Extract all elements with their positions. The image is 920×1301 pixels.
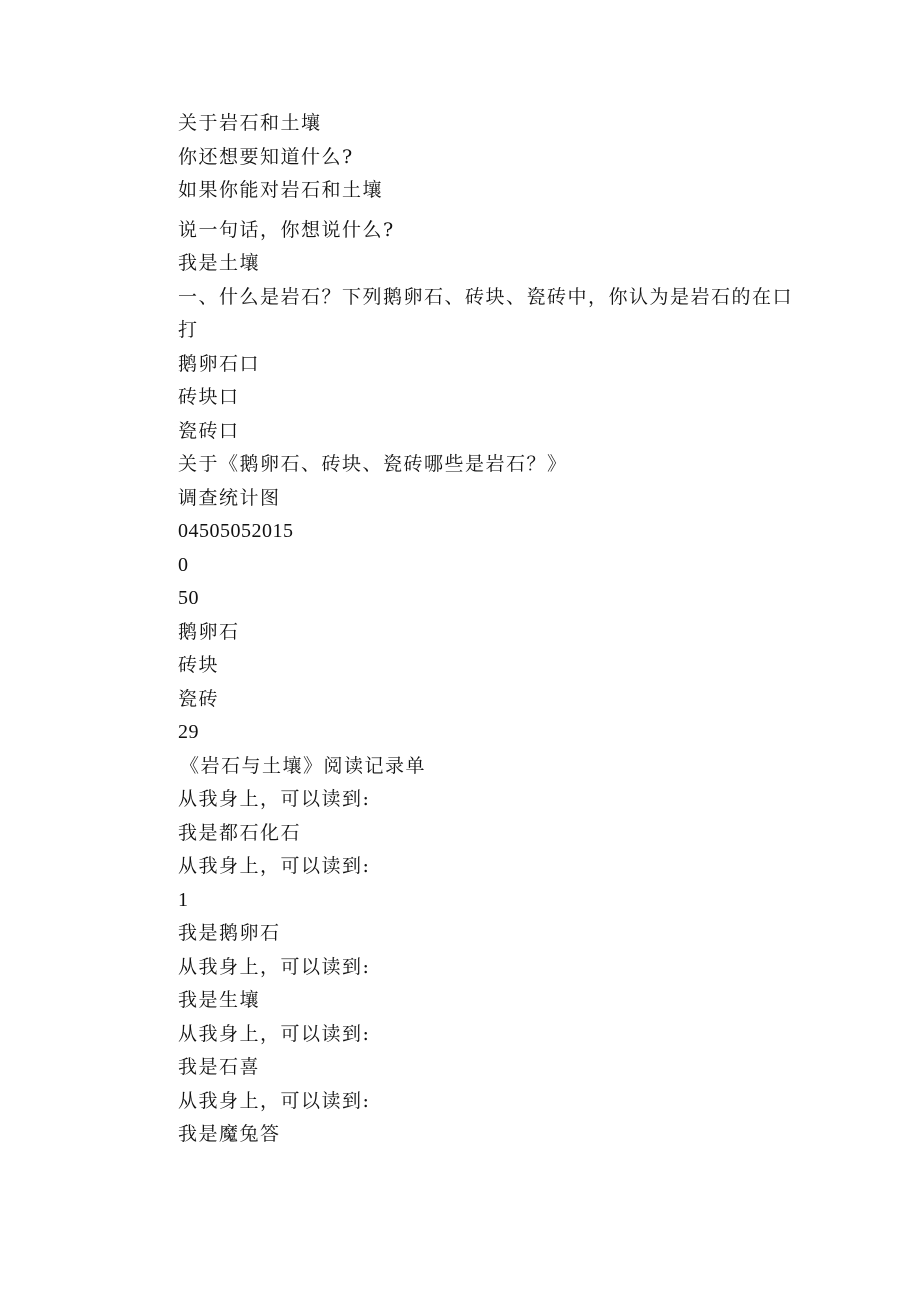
reading-record-line: 我是魔兔答 [178, 1123, 281, 1145]
survey-category-pebble: 鹅卵石 [178, 620, 240, 643]
survey-chart-title: 关于《鹅卵石、砖块、瓷砖哪些是岩石？》 [178, 453, 568, 475]
intro-line-1: 关于岩石和土壤 [178, 112, 322, 134]
survey-extra-value: 29 [178, 721, 199, 743]
option-tile: 瓷砖口 [178, 419, 240, 442]
reading-record-line: 我是都石化石 [178, 821, 302, 844]
reading-record-line: 我是石喜 [178, 1056, 261, 1078]
reading-record-line: 我是鹅卵石 [178, 922, 281, 944]
survey-axis-min: 0 [178, 553, 189, 576]
document-content [178, 107, 798, 1152]
intro-line-5: 我是土壤 [178, 252, 261, 274]
question-1-prompt: 一、什么是岩石？下列鹅卵石、砖块、瓷砖中，你认为是岩石的在口打 [178, 285, 794, 341]
reading-record-line: 1 [178, 888, 189, 911]
survey-axis-max: 50 [178, 587, 199, 609]
reading-record-line: 从我身上，可以读到: [178, 1022, 371, 1045]
survey-chart-subtitle: 调查统计图 [178, 486, 281, 509]
survey-category-brick: 砖块 [178, 654, 220, 676]
intro-line-4: 说一句话，你想说什么? [178, 218, 395, 241]
reading-record-line: 从我身上，可以读到: [178, 788, 371, 810]
survey-values-text: 04505052015 [178, 520, 294, 542]
reading-record-line: 我是生壤 [178, 989, 261, 1011]
intro-line-2: 你还想要知道什么? [178, 145, 354, 168]
reading-record-line: 从我身上，可以读到: [178, 1089, 371, 1112]
survey-category-tile: 瓷砖 [178, 687, 220, 710]
reading-record-title: 《岩石与土壤》阅读记录单 [180, 754, 427, 777]
reading-record-line: 从我身上，可以读到: [178, 955, 371, 978]
option-pebble: 鹅卵石口 [178, 352, 261, 375]
reading-record-line: 从我身上，可以读到: [178, 855, 371, 877]
intro-line-3: 如果你能对岩石和土壤 [178, 179, 384, 201]
option-brick: 砖块口 [178, 386, 240, 408]
